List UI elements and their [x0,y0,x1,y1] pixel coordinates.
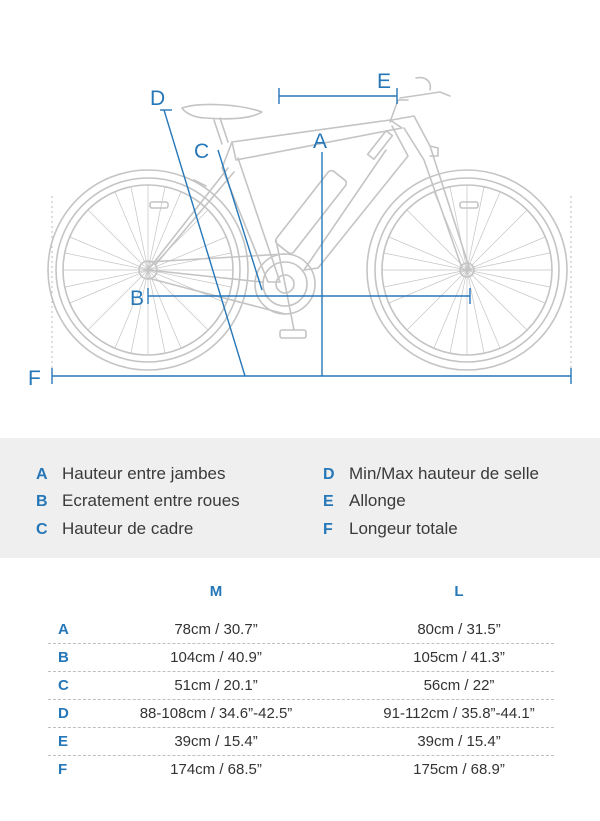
legend-key: D [323,466,335,483]
row-key: D [58,705,69,722]
size-header-l: L [454,583,464,600]
legend-key: E [323,493,334,510]
row-key: A [58,621,69,638]
table-row [48,727,554,756]
value-l: 91-112cm / 35.8”-44.1” [383,705,535,722]
front-wheel [367,170,567,370]
value-m: 88-108cm / 34.6”-42.5” [139,705,293,722]
value-m: 174cm / 68.5” [170,761,262,778]
legend-key: C [36,521,48,538]
table-row [48,699,554,728]
table-row [48,755,554,783]
legend-item-e [323,491,406,511]
bike-frame [148,78,470,282]
label-b: B [130,287,145,310]
legend-label: Allonge [349,491,406,510]
value-l: 105cm / 41.3” [413,649,505,666]
label-d: D [150,87,166,110]
legend-label: Ecratement entre roues [62,491,240,510]
legend-panel [0,438,600,558]
row-key: C [58,677,69,694]
value-m: 51cm / 20.1” [174,677,258,694]
legend-key: A [36,466,48,483]
legend-key: B [36,493,48,510]
label-c: C [194,140,210,163]
row-key: F [58,761,68,778]
value-l: 80cm / 31.5” [417,621,501,638]
label-a: A [313,130,328,153]
legend-item-a [36,464,225,484]
row-key: E [58,733,69,750]
table-row [48,671,554,700]
legend-item-d [323,464,539,484]
table-row [48,615,554,644]
legend-label: Hauteur entre jambes [62,464,226,483]
legend-label: Min/Max hauteur de selle [349,464,539,483]
table-row [48,643,554,672]
legend-item-c [36,519,193,539]
value-m: 104cm / 40.9” [170,649,262,666]
value-m: 78cm / 30.7” [174,621,258,638]
legend-item-f [323,519,458,539]
size-header-m: M [209,583,223,600]
saddle [182,105,262,144]
value-l: 39cm / 15.4” [417,733,501,750]
legend-label: Longeur totale [349,519,458,538]
legend-item-b [36,491,240,511]
value-m: 39cm / 15.4” [174,733,258,750]
value-l: 175cm / 68.9” [413,761,505,778]
label-f: F [28,367,41,390]
value-l: 56cm / 22” [423,677,495,694]
legend-key: F [323,521,333,538]
legend-label: Hauteur de cadre [62,519,194,538]
label-e: E [377,70,392,93]
row-key: B [58,649,69,666]
